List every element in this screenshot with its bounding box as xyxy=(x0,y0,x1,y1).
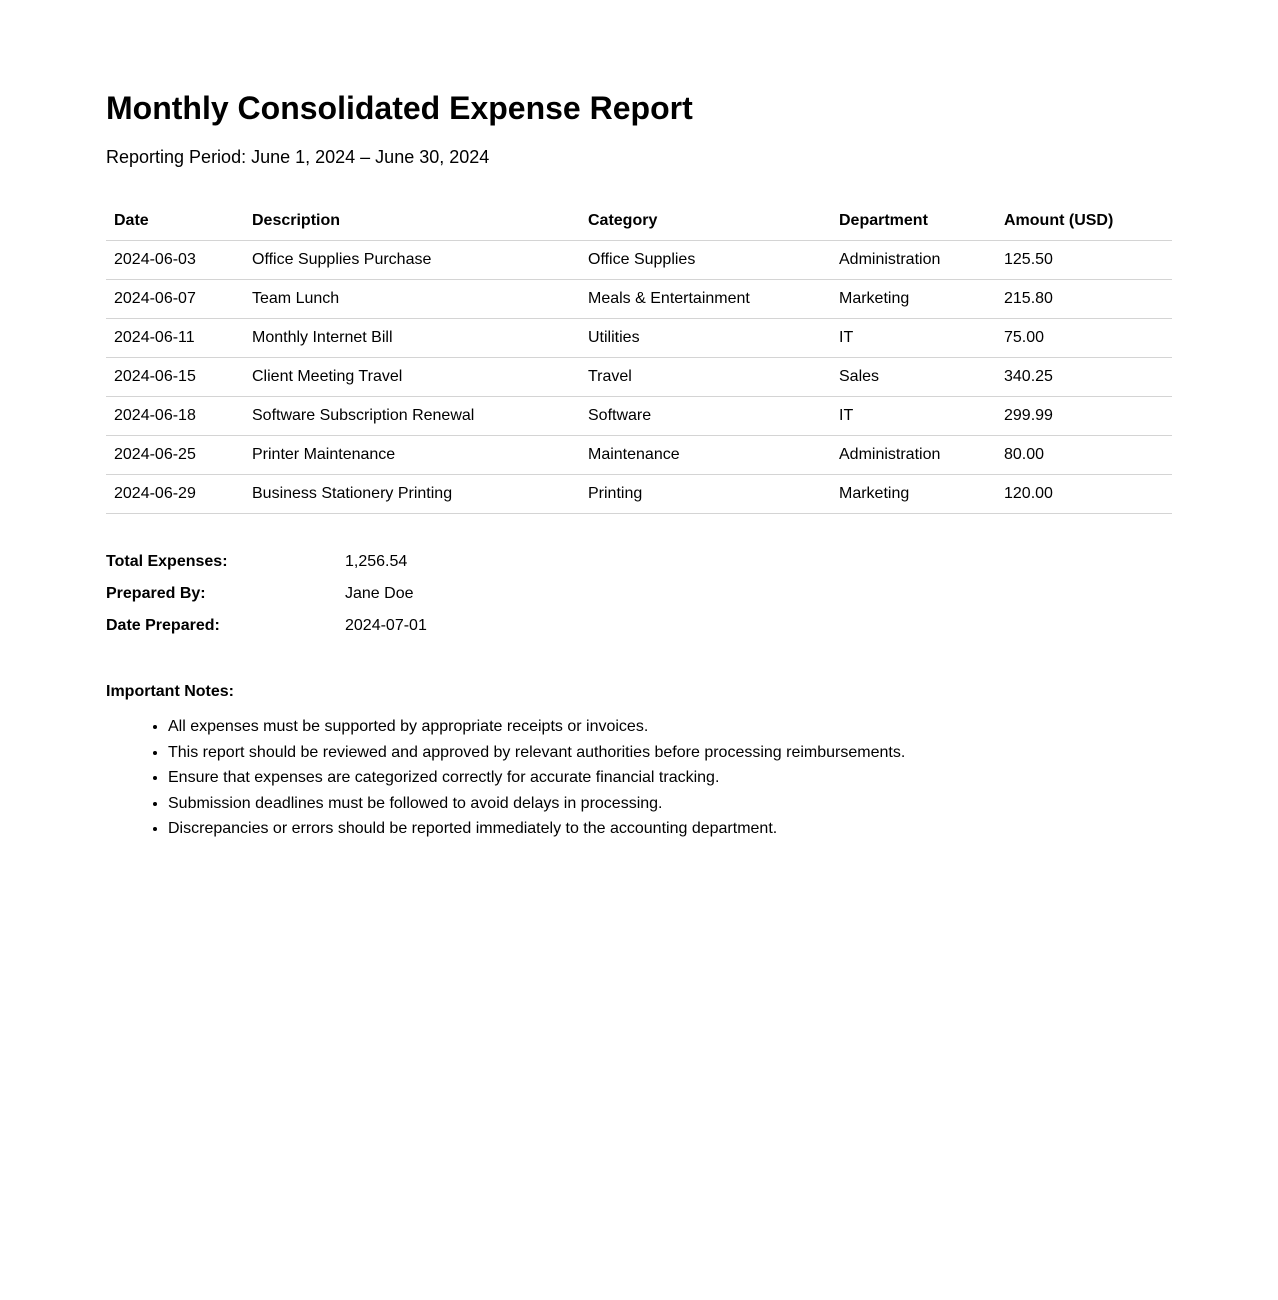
cell-category: Meals & Entertainment xyxy=(580,280,831,319)
cell-department: Administration xyxy=(831,436,996,475)
date-prepared-label: Date Prepared: xyxy=(106,617,220,634)
cell-department: Marketing xyxy=(831,475,996,514)
cell-amount: 120.00 xyxy=(996,475,1172,514)
cell-category: Utilities xyxy=(580,319,831,358)
reporting-period: Reporting Period: June 1, 2024 – June 30, 2024 xyxy=(106,147,490,167)
list-item: • Submission deadlines must be followed to avoid delays in processing. xyxy=(168,791,1068,817)
date-prepared-row xyxy=(106,614,427,646)
header-date: Date xyxy=(106,202,244,241)
cell-description: Software Subscription Renewal xyxy=(244,397,580,436)
header-department: Department xyxy=(831,202,996,241)
header-amount: Amount (USD) xyxy=(996,202,1172,241)
notes-list xyxy=(106,714,1068,842)
cell-date: 2024-06-18 xyxy=(106,397,244,436)
report-summary xyxy=(106,550,427,646)
cell-description: Business Stationery Printing xyxy=(244,475,580,514)
cell-description: Office Supplies Purchase xyxy=(244,241,580,280)
cell-amount: 299.99 xyxy=(996,397,1172,436)
expense-table xyxy=(106,202,1172,514)
cell-amount: 215.80 xyxy=(996,280,1172,319)
table-row xyxy=(106,397,1172,436)
cell-date: 2024-06-29 xyxy=(106,475,244,514)
cell-description: Client Meeting Travel xyxy=(244,358,580,397)
cell-date: 2024-06-07 xyxy=(106,280,244,319)
header-description: Description xyxy=(244,202,580,241)
cell-department: Sales xyxy=(831,358,996,397)
cell-date: 2024-06-03 xyxy=(106,241,244,280)
table-body xyxy=(106,241,1172,514)
table-row xyxy=(106,241,1172,280)
list-item: • Ensure that expenses are categorized correctly for accurate financial tracking. xyxy=(168,765,1068,791)
prepared-by-label: Prepared By: xyxy=(106,585,206,602)
cell-category: Software xyxy=(580,397,831,436)
prepared-by-row xyxy=(106,582,427,614)
cell-department: IT xyxy=(831,319,996,358)
header-row xyxy=(106,202,1172,241)
cell-date: 2024-06-25 xyxy=(106,436,244,475)
cell-department: Marketing xyxy=(831,280,996,319)
report-title: Monthly Consolidated Expense Report xyxy=(106,90,693,126)
list-item: • All expenses must be supported by appropriate receipts or invoices. xyxy=(168,714,1068,740)
total-expenses-label: Total Expenses: xyxy=(106,553,228,570)
table-row xyxy=(106,319,1172,358)
notes-heading: Important Notes: xyxy=(106,683,234,700)
cell-date: 2024-06-15 xyxy=(106,358,244,397)
prepared-by-value: Jane Doe xyxy=(345,585,414,602)
table-row xyxy=(106,280,1172,319)
table-row xyxy=(106,358,1172,397)
cell-category: Maintenance xyxy=(580,436,831,475)
table-row xyxy=(106,475,1172,514)
cell-description: Team Lunch xyxy=(244,280,580,319)
cell-description: Monthly Internet Bill xyxy=(244,319,580,358)
cell-description: Printer Maintenance xyxy=(244,436,580,475)
total-expenses-value: 1,256.54 xyxy=(345,553,408,570)
cell-category: Printing xyxy=(580,475,831,514)
table-row xyxy=(106,436,1172,475)
cell-category: Travel xyxy=(580,358,831,397)
cell-department: Administration xyxy=(831,241,996,280)
cell-amount: 125.50 xyxy=(996,241,1172,280)
date-prepared-value: 2024-07-01 xyxy=(345,617,427,634)
total-expenses-row xyxy=(106,550,427,582)
cell-date: 2024-06-11 xyxy=(106,319,244,358)
list-item: • This report should be reviewed and approved by relevant authorities before processing reimbursements. xyxy=(168,740,1068,766)
table-header xyxy=(106,202,1172,241)
header-category: Category xyxy=(580,202,831,241)
cell-department: IT xyxy=(831,397,996,436)
cell-amount: 340.25 xyxy=(996,358,1172,397)
cell-category: Office Supplies xyxy=(580,241,831,280)
cell-amount: 80.00 xyxy=(996,436,1172,475)
cell-amount: 75.00 xyxy=(996,319,1172,358)
list-item: • Discrepancies or errors should be reported immediately to the accounting department. xyxy=(168,816,1068,842)
